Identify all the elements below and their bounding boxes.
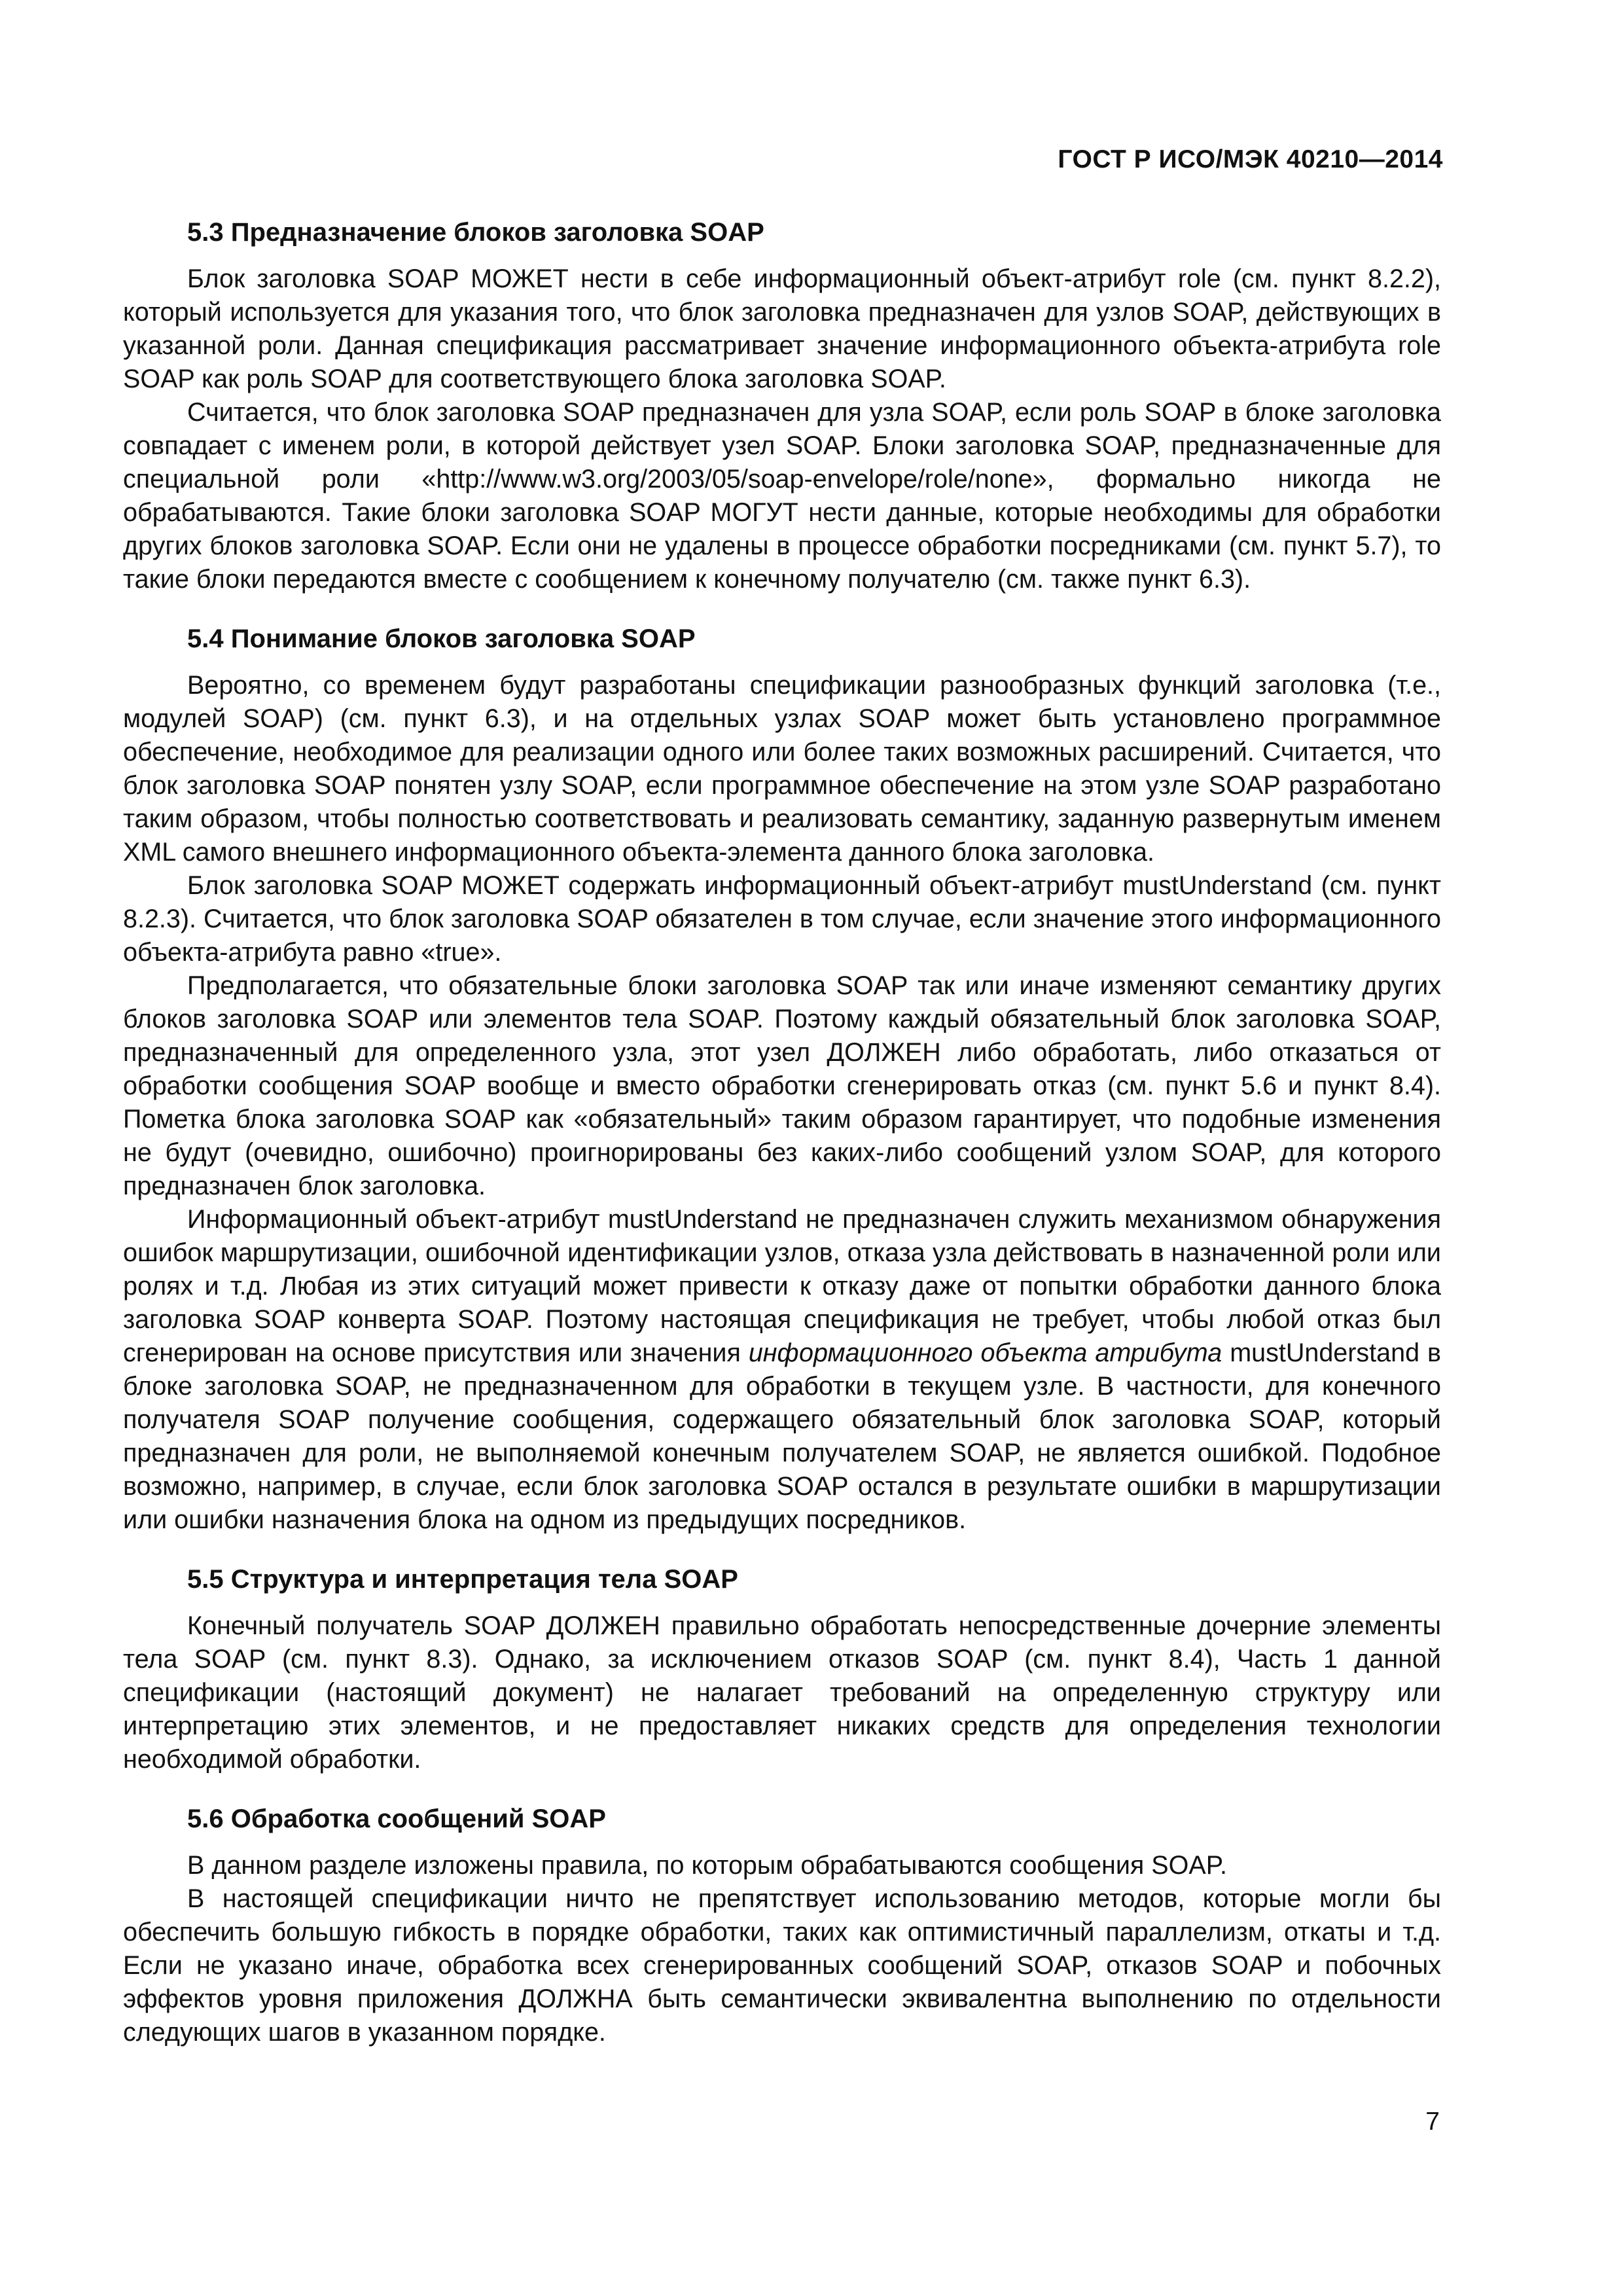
paragraph: Блок заголовка SOAP МОЖЕТ нести в себе информационный объект-атрибут role (см. пункт 8.2.2), который используется для указания того, что блок заголовка предназначен для узлов SOAP, действующих в указанной роли. Данная спецификация рассматривает значение информационного объекта-атрибута role SOAP как роль SOAP для соответствующего блока заголовка SOAP.: [123, 264, 1441, 393]
paragraph: Предполагается, что обязательные блоки заголовка SOAP так или иначе изменяют семантику других блоков заголовка SOAP или элементов тела SOAP. Поэтому каждый обязательный блок заголовка SOAP, предназначенный для определенного узла, этот узел ДОЛЖЕН либо обработать, либо отказаться от обработки сообщения SOAP вообще и вместо обработки сгенерировать отказ (см. пункт 5.6 и пункт 8.4). Пометка блока заголовка SOAP как «обязательный» таким образом гарантирует, что подобные изменения не будут (очевидно, ошибочно) проигнорированы без каких-либо сообщений узлом SOAP, для которого предназначен блок заголовка.: [123, 971, 1441, 1200]
paragraph: Конечный получатель SOAP ДОЛЖЕН правильно обработать непосредственные дочерние элементы тела SOAP (см. пункт 8.3). Однако, за исключением отказов SOAP (см. пункт 8.4), Часть 1 данной спецификации (настоящий документ) не налагает требований на определенную структуру или интерпретацию этих элементов, и не предоставляет никаких средств для определения технологии необходимой обработки.: [123, 1611, 1441, 1774]
paragraph-mixed: [123, 1203, 1441, 1537]
section-title: 5.3 Предназначение блоков заголовка SOAP: [187, 218, 764, 247]
page-content: [123, 216, 1441, 2075]
paragraph: В настоящей спецификации ничто не препятствует использованию методов, которые могли бы обеспечить большую гибкость в порядке обработки, таких как оптимистичный параллелизм, откаты и т.д. Если не указано иначе, обработка всех сгенерированных сообщений SOAP, отказов SOAP и побочных эффектов уровня приложения ДОЛЖНА быть семантически эквивалентна выполнению по отдельности следующих шагов в указанном порядке.: [123, 1884, 1441, 2047]
paragraph-text: mustUnderstand в блоке заголовка SOAP, не предназначенном для обработки в текущем узле. В частности, для конечного получателя SOAP получение сообщения, содержащего обязательный блок заголовка SOAP, который предназначен для роли, не выполняемой конечным получателем SOAP, не является ошибкой. Подобное возможно, например, в случае, если блок заголовка SOAP остался в результате ошибки в маршрутизации или ошибки назначения блока на одном из предыдущих посредников.: [123, 1338, 1441, 1534]
paragraph: В данном разделе изложены правила, по которым обрабатываются сообщения SOAP.: [187, 1851, 1227, 1880]
paragraph-text: Информационный объект-атрибут mustUnderstand не предназначен служить механизмом обнаружения ошибок маршрутизации, ошибочной идентификации узлов, отказа узла действовать в назначенной роли или ролях и т.д. Любая из этих ситуаций может привести к отказу даже от попытки обработки данного блока заголовка SOAP конверта SOAP. Поэтому настоящая спецификация не требует, чтобы любой отказ был сгенерирован на основе присутствия или значения: [123, 1205, 1441, 1367]
section-5-4: [123, 622, 1441, 1537]
page-number: 7: [1425, 2108, 1440, 2136]
section-title: 5.4 Понимание блоков заголовка SOAP: [187, 624, 696, 653]
italic-term: информационного объекта атрибута: [748, 1338, 1222, 1367]
section-title: 5.6 Обработка сообщений SOAP: [187, 1804, 606, 1833]
section-title: 5.5 Структура и интерпретация тела SOAP: [187, 1565, 738, 1594]
section-5-5: [123, 1563, 1441, 1776]
paragraph: Считается, что блок заголовка SOAP предназначен для узла SOAP, если роль SOAP в блоке заголовка совпадает с именем роли, в которой действует узел SOAP. Блоки заголовка SOAP, предназначенные для специальной роли «http://www.w3.org/2003/05/soap-envelope/role/none», формально никогда не обрабатываются. Такие блоки заголовка SOAP МОГУТ нести данные, которые необходимы для обработки других блоков заголовка SOAP. Если они не удалены в процессе обработки посредниками (см. пункт 5.7), то такие блоки передаются вместе с сообщением к конечному получателю (см. также пункт 6.3).: [123, 398, 1441, 594]
standard-header: ГОСТ Р ИСО/МЭК 40210—2014: [1058, 145, 1443, 173]
section-5-6: [123, 1803, 1441, 2049]
paragraph: Блок заголовка SOAP МОЖЕТ содержать информационный объект-атрибут mustUnderstand (см. пункт 8.2.3). Считается, что блок заголовка SOAP обязателен в том случае, если значение этого информационного объекта-атрибута равно «true».: [123, 871, 1441, 967]
section-5-3: [123, 216, 1441, 596]
paragraph: Вероятно, со временем будут разработаны спецификации разнообразных функций заголовка (т.е., модулей SOAP) (см. пункт 6.3), и на отдельных узлах SOAP может быть установлено программное обеспечение, необходимое для реализации одного или более таких возможных расширений. Считается, что блок заголовка SOAP понятен узлу SOAP, если программное обеспечение на этом узле SOAP разработано таким образом, чтобы полностью соответствовать и реализовать семантику, заданную развернутым именем XML самого внешнего информационного объекта-элемента данного блока заголовка.: [123, 671, 1441, 867]
